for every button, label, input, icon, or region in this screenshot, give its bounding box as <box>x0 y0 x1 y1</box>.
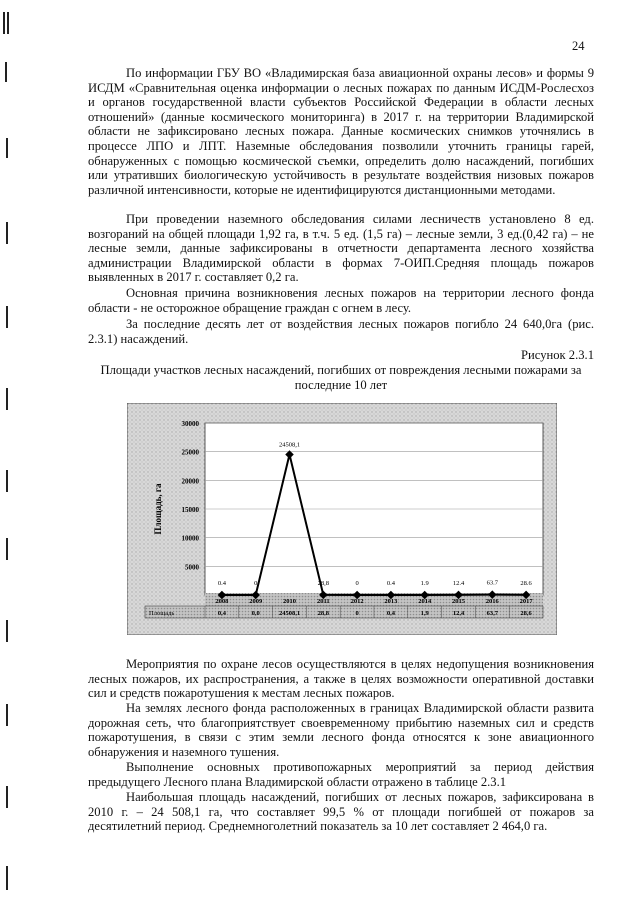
x-tick-label: 2016 <box>485 598 499 605</box>
data-label: 24508,1 <box>278 441 301 449</box>
y-tick-label: 5000 <box>185 563 199 572</box>
x-tick-label: 2014 <box>418 598 432 605</box>
data-label: 0 <box>355 580 359 587</box>
chart-svg <box>127 403 557 635</box>
x-tick-label: 2012 <box>350 598 364 605</box>
paragraph-road-network: На землях лесного фонда расположенных в границах Владимирской области развита дорожная сеть, что благоприятствует своевременному прибытию наземных сил и средств пожаротушения, в связи с этим земли лесного фонда относятся к зоне авиационного обнаружения и наземного тушения. <box>88 701 594 759</box>
paragraph-max-loss-2010: Наибольшая площадь насаждений, погибших от лесных пожаров, зафиксирована в 2010 г. – 24 508,1 га, что составляет 99,5 % от площади погибшей от пожаров за десятилетний период. Среднемноголетний показатель за 10 лет составляет 2 464,0 га. <box>88 790 594 834</box>
x-tick-label: 2011 <box>316 598 330 605</box>
x-tick-label: 2009 <box>249 598 263 605</box>
data-table-cell: 28,8 <box>317 610 329 617</box>
data-table-cell: 63,7 <box>486 610 498 617</box>
x-tick-label: 2013 <box>384 598 398 605</box>
data-label: 63.7 <box>486 579 498 587</box>
data-label: 1.9 <box>420 579 429 587</box>
page-number: 24 <box>572 39 585 53</box>
data-table-row-label: Площадь <box>149 610 175 617</box>
data-table-cell: 0 <box>355 610 359 617</box>
data-table-cell: 24508,1 <box>278 610 301 617</box>
paragraph-ground-survey: При проведении наземного обследования силами лесничеств установлено 8 ед. возгораний на общей площади 1,92 га, в т.ч. 5 ед. (1,5 га) – лесные земли, 3 ед.(0,42 га) – не лесные земли, данные зафиксированы в отчетности департамента лесного хозяйства администрации Владимирской области в формах 7-ОИП.Средняя площадь пожаров выявленных в 2017 г. составляет 0,2 га. <box>88 212 594 285</box>
x-tick-label: 2015 <box>452 598 465 605</box>
data-label: 12.4 <box>452 579 465 587</box>
data-table-cell: 12,4 <box>452 610 465 617</box>
y-tick-label: 20000 <box>181 477 199 486</box>
x-tick-label: 2008 <box>215 598 229 605</box>
y-axis-label: Площадь, га <box>153 483 163 535</box>
y-tick-label: 30000 <box>181 420 199 428</box>
paragraph-main-cause: Основная причина возникновения лесных пожаров на территории лесного фонда области - не осторожное обращение граждан с огнем в лесу. <box>88 286 594 315</box>
y-tick-label: 15000 <box>181 506 199 514</box>
data-table-cell: 0,4 <box>386 610 395 617</box>
data-table-cell: 0,0 <box>251 610 260 617</box>
data-label: 0.4 <box>217 579 226 587</box>
data-label: 28.6 <box>520 579 532 587</box>
data-table-cell: 0,4 <box>217 610 226 617</box>
data-label: 0.4 <box>386 579 395 587</box>
figure-label: Рисунок 2.3.1 <box>521 348 594 362</box>
data-table-cell: 28,6 <box>520 610 532 617</box>
paragraph-protection-measures: Мероприятия по охране лесов осуществляются в целях недопущения возникновения лесных пожаров, их распространения, а также в целях возможности оперативной доставки сил и средств пожаротушения к местам лесных пожаров. <box>88 657 594 701</box>
scan-edge-marks <box>0 0 10 905</box>
y-tick-label: 25000 <box>181 448 199 457</box>
data-table-cell: 1,9 <box>420 610 429 617</box>
data-label: 28,8 <box>317 579 329 587</box>
x-tick-label: 2010 <box>283 598 296 605</box>
paragraph-ten-year-loss: За последние десять лет от воздействия лесных пожаров погибло 24 640,0га (рис. 2.3.1) насаждений. <box>88 317 594 346</box>
fire-area-chart <box>127 403 557 635</box>
data-label: 0 <box>254 580 258 587</box>
paragraph-fire-prevention: Выполнение основных противопожарных мероприятий за период действия предыдущего Лесного плана Владимирской области отражено в таблице 2.3.1 <box>88 760 594 789</box>
y-tick-label: 10000 <box>181 534 199 543</box>
figure-title: Площади участков лесных насаждений, погибших от повреждения лесными пожарами за последние 10 лет <box>100 363 582 392</box>
paragraph-satellite-monitoring: По информации ГБУ ВО «Владимирская база авиационной охраны лесов» и формы 9 ИСДМ «Сравнительная оценка информации о лесных пожарах по данным ИСДМ-Рослесхоз и органов государственной власти субъектов Российской Федерации в области лесных отношений» (данные космического мониторинга) в 2017 г. на территории Владимирской области не зафиксировано лесных пожара. Данные космических снимков уточнялись в процессе ЛПО и ЛПТ. Наземные обследования позволили уточнить границы гарей, обнаруженных с помощью космической съемки, определить долю насаждений, погибших или утративших биологическую устойчивость в результате воздействия низовых пожаров различной интенсивности, которые не идентифицируются дистанционными методами. <box>88 66 594 197</box>
data-table-row <box>145 606 543 618</box>
x-tick-label: 2017 <box>519 598 533 605</box>
